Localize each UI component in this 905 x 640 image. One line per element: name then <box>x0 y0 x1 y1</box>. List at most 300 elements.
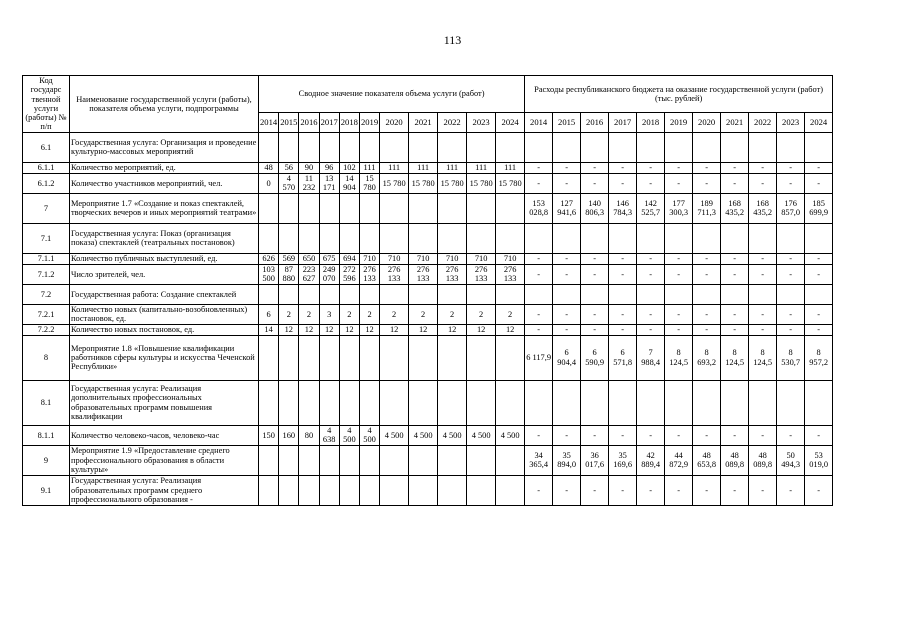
expense-cell: - <box>525 475 553 505</box>
expense-cell: - <box>581 425 609 445</box>
volume-cell: 111 <box>380 162 409 173</box>
volume-cell: 15 780 <box>467 173 496 193</box>
volume-cell: 276 133 <box>467 264 496 284</box>
header-year-exp: 2023 <box>777 113 805 133</box>
volume-cell <box>380 380 409 425</box>
expense-cell <box>693 380 721 425</box>
expense-cell: 34 365,4 <box>525 445 553 475</box>
volume-cell <box>279 475 299 505</box>
expense-cell <box>665 284 693 304</box>
volume-cell <box>380 193 409 223</box>
expense-cell: - <box>665 253 693 264</box>
row-name: Количество участников мероприятий, чел. <box>70 173 259 193</box>
volume-cell <box>279 193 299 223</box>
volume-cell <box>380 284 409 304</box>
volume-cell: 276 133 <box>359 264 379 284</box>
expense-cell: - <box>805 425 833 445</box>
expense-cell: - <box>749 264 777 284</box>
volume-cell: 111 <box>467 162 496 173</box>
expense-cell <box>609 380 637 425</box>
expense-cell: 6 590,9 <box>581 335 609 380</box>
expense-cell: - <box>553 162 581 173</box>
expense-cell <box>665 132 693 162</box>
expense-cell: - <box>553 264 581 284</box>
volume-cell: 12 <box>438 324 467 335</box>
volume-cell <box>496 335 525 380</box>
row-code: 6.1.1 <box>23 162 70 173</box>
volume-cell <box>409 335 438 380</box>
expense-cell <box>637 132 665 162</box>
volume-cell <box>319 445 339 475</box>
header-year-exp: 2024 <box>805 113 833 133</box>
volume-cell <box>438 223 467 253</box>
volume-cell: 15 780 <box>496 173 525 193</box>
row-code: 8 <box>23 335 70 380</box>
volume-cell <box>319 335 339 380</box>
expense-cell <box>665 380 693 425</box>
expense-cell: - <box>693 173 721 193</box>
volume-cell: 2 <box>438 304 467 324</box>
row-code: 7.1.2 <box>23 264 70 284</box>
volume-cell: 710 <box>380 253 409 264</box>
expense-cell: - <box>749 475 777 505</box>
expense-cell <box>805 223 833 253</box>
header-row-top <box>23 76 833 113</box>
volume-cell: 710 <box>359 253 379 264</box>
volume-cell <box>496 284 525 304</box>
row-code: 7.2.1 <box>23 304 70 324</box>
volume-cell <box>380 223 409 253</box>
expense-cell: 8 124,5 <box>665 335 693 380</box>
expense-cell: - <box>609 162 637 173</box>
row-code: 7 <box>23 193 70 223</box>
header-year-exp: 2020 <box>693 113 721 133</box>
expense-cell: 153 028,8 <box>525 193 553 223</box>
expense-cell: - <box>721 304 749 324</box>
volume-cell: 223 627 <box>299 264 319 284</box>
volume-cell <box>259 284 279 304</box>
header-year-vol: 2024 <box>496 113 525 133</box>
header-year-vol: 2014 <box>259 113 279 133</box>
volume-cell: 2 <box>409 304 438 324</box>
volume-cell <box>259 380 279 425</box>
table-row <box>23 304 833 324</box>
row-name: Государственная услуга: Показ (организация показа) спектаклей (театральных постановок) <box>70 223 259 253</box>
volume-cell <box>299 132 319 162</box>
expense-cell <box>581 284 609 304</box>
expense-cell: - <box>693 162 721 173</box>
expense-cell: - <box>749 324 777 335</box>
expense-cell: - <box>665 304 693 324</box>
table-row <box>23 380 833 425</box>
expense-cell: - <box>581 173 609 193</box>
volume-cell <box>359 284 379 304</box>
volume-cell <box>496 193 525 223</box>
volume-cell <box>467 445 496 475</box>
header-year-exp: 2017 <box>609 113 637 133</box>
expense-cell: - <box>805 304 833 324</box>
volume-cell: 694 <box>339 253 359 264</box>
page-number: 113 <box>443 33 462 47</box>
expense-cell: - <box>581 253 609 264</box>
expense-cell: - <box>665 475 693 505</box>
expense-cell: - <box>637 304 665 324</box>
expense-cell <box>693 284 721 304</box>
row-code: 6.1 <box>23 132 70 162</box>
expense-cell: 177 300,3 <box>665 193 693 223</box>
volume-cell: 87 880 <box>279 264 299 284</box>
header-year-exp: 2015 <box>553 113 581 133</box>
expense-cell: - <box>665 425 693 445</box>
expense-cell: - <box>749 173 777 193</box>
expense-cell: - <box>525 253 553 264</box>
expense-cell <box>777 380 805 425</box>
expense-cell: 8 124,5 <box>721 335 749 380</box>
table-row <box>23 264 833 284</box>
volume-cell <box>409 132 438 162</box>
volume-cell <box>279 223 299 253</box>
volume-cell <box>359 380 379 425</box>
expense-cell <box>525 284 553 304</box>
row-name: Государственная услуга: Организация и проведение культурно-массовых мероприятий <box>70 132 259 162</box>
volume-cell <box>319 380 339 425</box>
expense-cell <box>693 132 721 162</box>
expense-cell: - <box>525 173 553 193</box>
volume-cell <box>409 284 438 304</box>
volume-cell <box>380 475 409 505</box>
expense-cell: - <box>637 324 665 335</box>
volume-cell <box>467 335 496 380</box>
volume-cell: 15 780 <box>409 173 438 193</box>
volume-cell: 12 <box>339 324 359 335</box>
volume-cell <box>359 445 379 475</box>
volume-cell <box>438 445 467 475</box>
expense-cell: 127 941,6 <box>553 193 581 223</box>
volume-cell: 6 <box>259 304 279 324</box>
volume-cell: 276 133 <box>380 264 409 284</box>
volume-cell: 650 <box>299 253 319 264</box>
volume-cell: 675 <box>319 253 339 264</box>
volume-cell: 56 <box>279 162 299 173</box>
expense-cell: - <box>749 162 777 173</box>
expense-cell: - <box>805 162 833 173</box>
volume-cell <box>259 223 279 253</box>
expense-cell: - <box>749 425 777 445</box>
expense-cell: 36 017,6 <box>581 445 609 475</box>
volume-cell <box>339 380 359 425</box>
expense-cell: - <box>777 324 805 335</box>
volume-cell <box>409 380 438 425</box>
header-year-vol: 2017 <box>319 113 339 133</box>
expense-cell: 48 653,8 <box>693 445 721 475</box>
volume-cell: 80 <box>299 425 319 445</box>
volume-cell <box>259 132 279 162</box>
expense-cell: - <box>581 475 609 505</box>
header-year-exp: 2019 <box>665 113 693 133</box>
expense-cell: - <box>693 324 721 335</box>
expense-cell: - <box>609 253 637 264</box>
expense-cell: - <box>777 304 805 324</box>
volume-cell: 48 <box>259 162 279 173</box>
expense-cell: - <box>609 425 637 445</box>
volume-cell: 4 500 <box>359 425 379 445</box>
volume-cell: 4 500 <box>467 425 496 445</box>
expense-cell: - <box>609 304 637 324</box>
volume-cell: 12 <box>467 324 496 335</box>
volume-cell: 12 <box>299 324 319 335</box>
expense-cell: - <box>721 264 749 284</box>
expense-cell: - <box>665 264 693 284</box>
volume-cell <box>299 223 319 253</box>
row-name: Мероприятие 1.8 «Повышение квалификации работников сферы культуры и искусства Чеченской Республики» <box>70 335 259 380</box>
expense-cell <box>721 284 749 304</box>
expense-cell: 8 693,2 <box>693 335 721 380</box>
volume-cell: 111 <box>409 162 438 173</box>
volume-cell <box>359 223 379 253</box>
volume-cell: 96 <box>319 162 339 173</box>
volume-cell <box>467 223 496 253</box>
volume-cell <box>339 193 359 223</box>
expense-cell <box>721 223 749 253</box>
row-name: Количество человеко-часов, человеко-час <box>70 425 259 445</box>
expense-cell <box>581 223 609 253</box>
expense-cell <box>777 132 805 162</box>
header-year-vol: 2016 <box>299 113 319 133</box>
volume-cell: 2 <box>279 304 299 324</box>
expense-cell <box>525 380 553 425</box>
volume-cell <box>339 132 359 162</box>
row-name: Мероприятие 1.9 «Предоставление среднего профессионального образования в области культуры» <box>70 445 259 475</box>
volume-cell: 710 <box>496 253 525 264</box>
volume-cell: 272 596 <box>339 264 359 284</box>
expense-cell: - <box>777 173 805 193</box>
expense-cell: - <box>805 475 833 505</box>
header-year-vol: 2022 <box>438 113 467 133</box>
volume-cell <box>438 380 467 425</box>
expense-cell <box>749 284 777 304</box>
header-year-vol: 2015 <box>279 113 299 133</box>
expense-cell: - <box>581 162 609 173</box>
expense-cell: - <box>637 425 665 445</box>
expense-cell: 53 019,0 <box>805 445 833 475</box>
volume-cell <box>467 475 496 505</box>
row-name: Количество новых постановок, ед. <box>70 324 259 335</box>
expense-cell: - <box>525 425 553 445</box>
row-code: 7.1.1 <box>23 253 70 264</box>
expense-cell: - <box>777 162 805 173</box>
row-name: Государственная работа: Создание спектаклей <box>70 284 259 304</box>
volume-cell: 3 <box>319 304 339 324</box>
expense-cell: 8 957,2 <box>805 335 833 380</box>
expense-cell: - <box>721 173 749 193</box>
row-code: 7.1 <box>23 223 70 253</box>
volume-cell <box>359 335 379 380</box>
expense-cell: - <box>553 253 581 264</box>
expense-cell: - <box>553 304 581 324</box>
volume-cell <box>359 193 379 223</box>
volume-cell: 276 133 <box>438 264 467 284</box>
expense-cell <box>637 284 665 304</box>
volume-cell: 4 500 <box>339 425 359 445</box>
header-year-vol: 2021 <box>409 113 438 133</box>
expense-cell: - <box>637 253 665 264</box>
table-row <box>23 324 833 335</box>
expense-cell <box>777 284 805 304</box>
volume-cell <box>279 335 299 380</box>
volume-cell <box>359 132 379 162</box>
volume-cell: 111 <box>438 162 467 173</box>
expense-cell: - <box>553 475 581 505</box>
volume-cell: 12 <box>359 324 379 335</box>
volume-cell <box>259 335 279 380</box>
table-row <box>23 445 833 475</box>
volume-cell: 111 <box>496 162 525 173</box>
expense-cell <box>665 223 693 253</box>
volume-cell: 4 570 <box>279 173 299 193</box>
expense-cell: - <box>693 253 721 264</box>
volume-cell <box>438 475 467 505</box>
table-row <box>23 132 833 162</box>
expense-cell: - <box>777 475 805 505</box>
volume-cell <box>319 193 339 223</box>
volume-cell <box>438 335 467 380</box>
expense-cell <box>609 223 637 253</box>
expense-cell <box>693 223 721 253</box>
volume-cell: 2 <box>467 304 496 324</box>
expense-cell <box>721 380 749 425</box>
volume-cell <box>299 445 319 475</box>
volume-cell <box>438 132 467 162</box>
expense-cell <box>777 223 805 253</box>
volume-cell <box>339 445 359 475</box>
volume-cell <box>496 223 525 253</box>
expense-cell: - <box>581 324 609 335</box>
expense-cell: - <box>721 162 749 173</box>
row-code: 7.2 <box>23 284 70 304</box>
volume-cell <box>380 445 409 475</box>
volume-cell: 4 500 <box>496 425 525 445</box>
expense-cell: - <box>805 253 833 264</box>
expense-cell: - <box>805 324 833 335</box>
header-code: Код государс твенной услуги (работы) № п/п <box>23 76 70 133</box>
expense-cell <box>805 132 833 162</box>
volume-cell: 12 <box>319 324 339 335</box>
row-name: Число зрителей, чел. <box>70 264 259 284</box>
expense-cell: - <box>665 173 693 193</box>
volume-cell <box>259 475 279 505</box>
volume-cell: 14 904 <box>339 173 359 193</box>
volume-cell: 12 <box>496 324 525 335</box>
volume-cell <box>299 335 319 380</box>
volume-cell: 569 <box>279 253 299 264</box>
header-year-exp: 2022 <box>749 113 777 133</box>
expense-cell: - <box>777 425 805 445</box>
expense-cell: 48 089,8 <box>749 445 777 475</box>
services-table <box>22 75 833 506</box>
expense-cell: - <box>581 264 609 284</box>
header-year-vol: 2018 <box>339 113 359 133</box>
volume-cell: 11 232 <box>299 173 319 193</box>
header-year-vol: 2023 <box>467 113 496 133</box>
expense-cell: - <box>721 253 749 264</box>
header-volume-group: Сводное значение показателя объема услуги (работ) <box>259 76 525 113</box>
expense-cell: - <box>553 324 581 335</box>
header-year-exp: 2018 <box>637 113 665 133</box>
expense-cell: - <box>777 264 805 284</box>
volume-cell: 90 <box>299 162 319 173</box>
row-code: 8.1.1 <box>23 425 70 445</box>
expense-cell: - <box>609 324 637 335</box>
expense-cell: - <box>609 264 637 284</box>
expense-cell <box>749 223 777 253</box>
expense-cell: - <box>777 253 805 264</box>
expense-cell <box>609 284 637 304</box>
volume-cell <box>319 223 339 253</box>
volume-cell <box>279 132 299 162</box>
expense-cell: 6 904,4 <box>553 335 581 380</box>
header-year-exp: 2021 <box>721 113 749 133</box>
volume-cell: 710 <box>409 253 438 264</box>
expense-cell: 48 089,8 <box>721 445 749 475</box>
volume-cell <box>299 475 319 505</box>
row-name: Количество новых (капитально-возобновленных) постановок, ед. <box>70 304 259 324</box>
volume-cell <box>259 193 279 223</box>
table-row <box>23 253 833 264</box>
volume-cell: 276 133 <box>409 264 438 284</box>
volume-cell: 15 780 <box>380 173 409 193</box>
volume-cell <box>496 380 525 425</box>
header-year-exp: 2016 <box>581 113 609 133</box>
volume-cell <box>339 284 359 304</box>
volume-cell: 2 <box>496 304 525 324</box>
table-row <box>23 475 833 505</box>
volume-cell <box>339 475 359 505</box>
row-name: Государственная услуга: Реализация образовательных программ среднего профессионального образования - <box>70 475 259 505</box>
volume-cell <box>279 284 299 304</box>
volume-cell: 249 070 <box>319 264 339 284</box>
expense-cell <box>553 284 581 304</box>
header-year-vol: 2019 <box>359 113 379 133</box>
volume-cell <box>299 284 319 304</box>
expense-cell <box>637 380 665 425</box>
expense-cell: 185 699,9 <box>805 193 833 223</box>
volume-cell <box>467 132 496 162</box>
expense-cell: - <box>805 264 833 284</box>
table-row <box>23 223 833 253</box>
volume-cell <box>467 284 496 304</box>
expense-cell: - <box>609 173 637 193</box>
expense-cell <box>805 284 833 304</box>
volume-cell <box>496 132 525 162</box>
volume-cell: 2 <box>299 304 319 324</box>
volume-cell <box>438 193 467 223</box>
expense-cell: - <box>525 304 553 324</box>
row-name: Количество мероприятий, ед. <box>70 162 259 173</box>
expense-cell <box>553 132 581 162</box>
table-row <box>23 173 833 193</box>
expense-cell: - <box>721 475 749 505</box>
expense-cell: 7 988,4 <box>637 335 665 380</box>
expense-cell <box>525 223 553 253</box>
volume-cell <box>467 380 496 425</box>
header-year-vol: 2020 <box>380 113 409 133</box>
expense-cell <box>525 132 553 162</box>
expense-cell <box>581 132 609 162</box>
expense-cell <box>749 380 777 425</box>
expense-cell: 8 530,7 <box>777 335 805 380</box>
volume-cell: 4 500 <box>409 425 438 445</box>
row-code: 9 <box>23 445 70 475</box>
